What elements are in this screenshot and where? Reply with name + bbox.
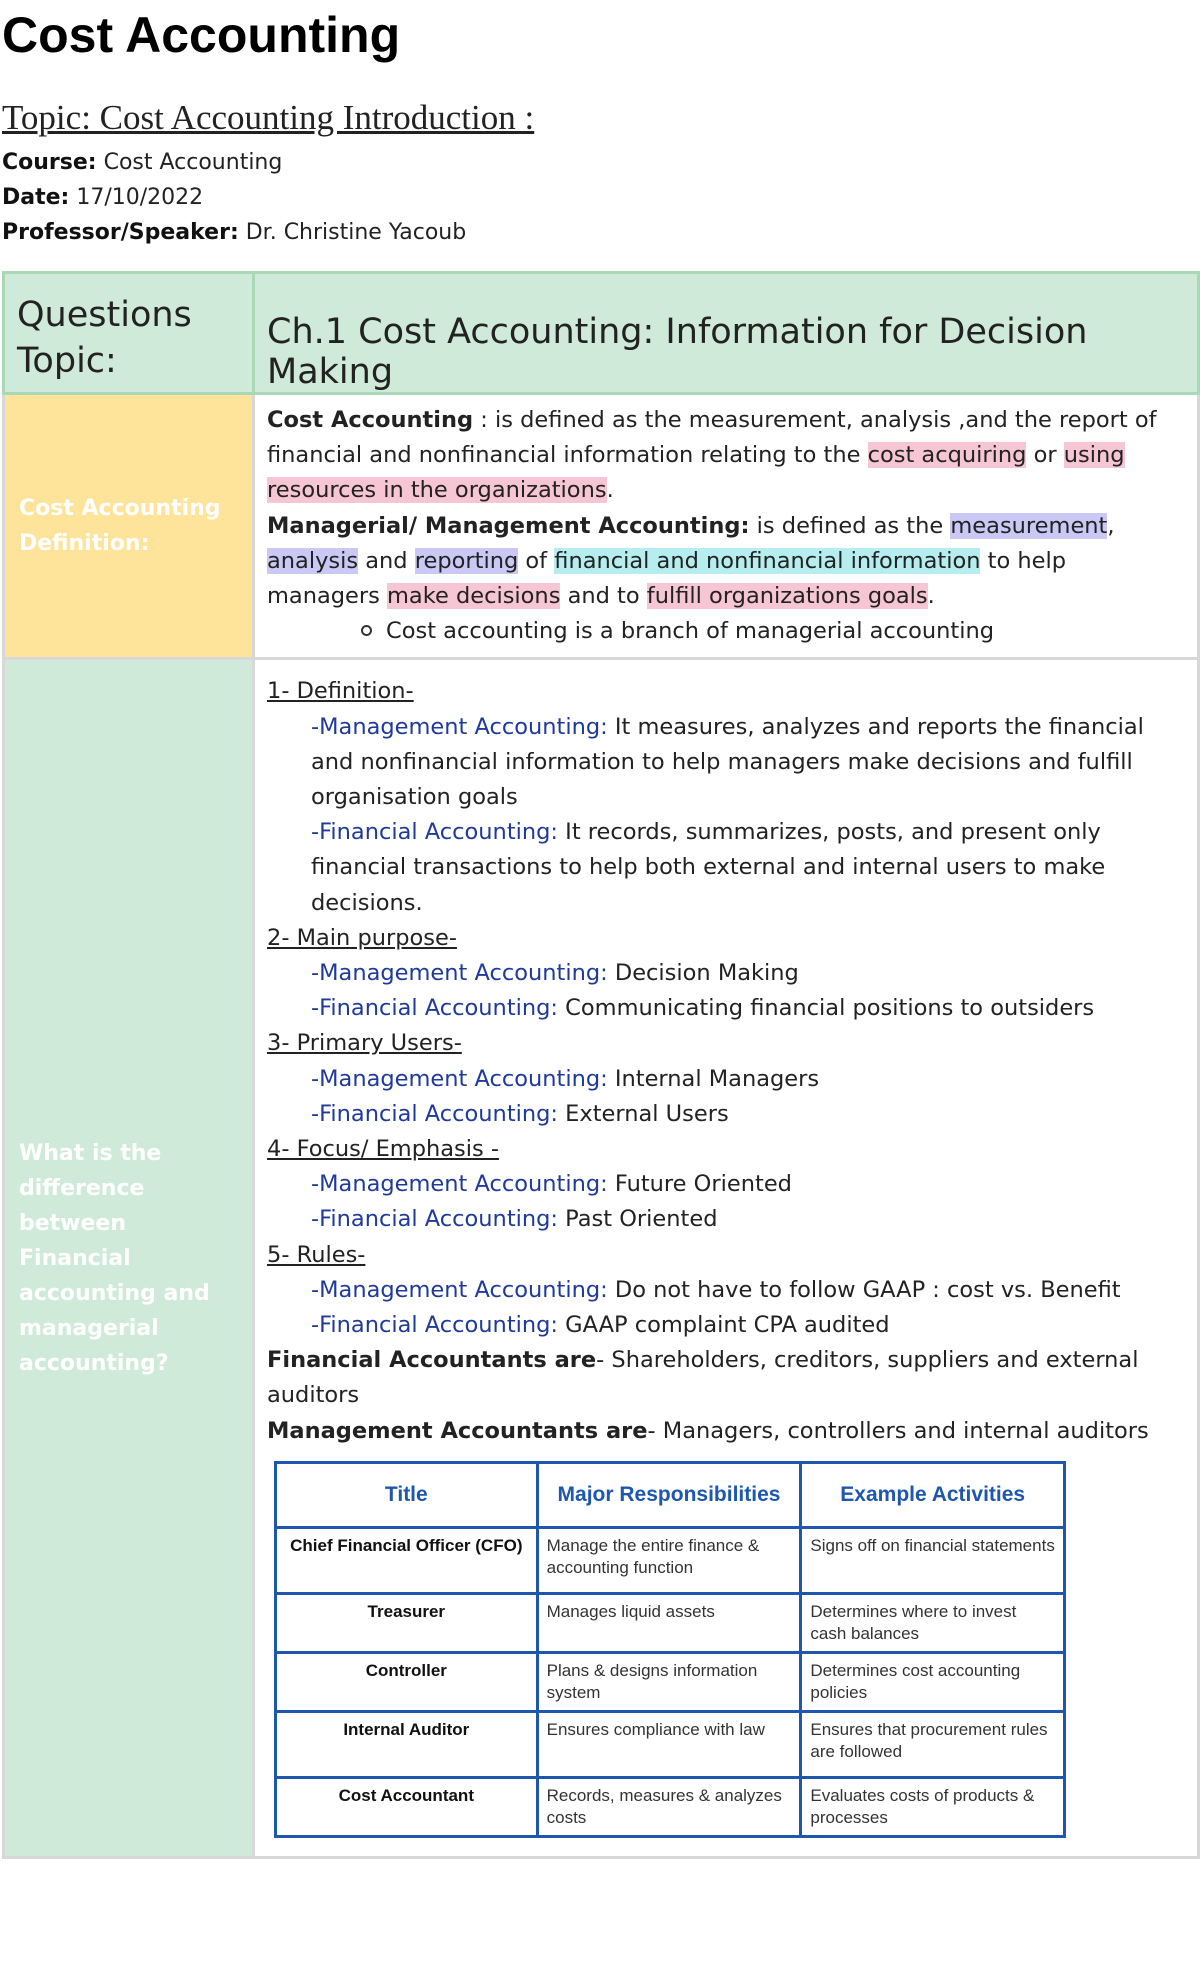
roles-table [274, 1461, 1066, 1838]
comparison-label: -Financial Accounting: [311, 819, 559, 846]
roles-table-row [276, 1527, 1065, 1593]
roles-table-row [276, 1711, 1065, 1777]
role-cell: Records, measures & analyzes costs [537, 1777, 801, 1836]
comparison-text: Future Oriented [607, 1171, 792, 1198]
term-cost-accounting: Cost Accounting [267, 407, 474, 433]
header-chapter-title: Ch.1 Cost Accounting: Information for Decision Making [254, 273, 1199, 394]
text: or [1026, 442, 1064, 469]
highlight: financial and nonfinancial information [554, 547, 981, 574]
text: is defined as the [749, 512, 951, 539]
role-cell: Determines where to invest cash balances [801, 1593, 1065, 1652]
comparison-line [267, 815, 1183, 921]
course-line [2, 150, 282, 175]
comparison-heading: 5- Rules- [267, 1241, 366, 1268]
summary-term: Management Accountants are [267, 1417, 648, 1444]
comparison-line [267, 991, 1183, 1026]
summary-text: - Managers, controllers and internal auditors [647, 1417, 1149, 1444]
date-value: 17/10/2022 [69, 185, 204, 210]
summary-line [267, 1414, 1183, 1449]
role-cell: Manage the entire finance & accounting function [537, 1527, 801, 1593]
difference-question-label: What is the difference between Financial accounting and managerial accounting? [4, 659, 254, 1857]
comparison-label: -Financial Accounting: [311, 1100, 559, 1127]
comparison-heading: 3- Primary Users- [267, 1030, 462, 1057]
highlight: cost acquiring [867, 442, 1027, 469]
definition-content [254, 394, 1199, 659]
roles-table-row [276, 1777, 1065, 1836]
comparison-label: -Management Accounting: [311, 713, 608, 740]
comparison-label: -Financial Accounting: [311, 1206, 559, 1233]
page-title: Cost Accounting [2, 7, 401, 63]
comparison-line [267, 1097, 1183, 1132]
highlight: using resources in the organizations [267, 442, 1125, 504]
role-cell: Manages liquid assets [537, 1593, 801, 1652]
date-label: Date: [2, 185, 70, 210]
comparison-text: External Users [558, 1100, 729, 1127]
role-title: Cost Accountant [276, 1777, 538, 1836]
speaker-line [2, 220, 466, 245]
speaker-label: Professor/Speaker: [2, 220, 239, 245]
role-title: Chief Financial Officer (CFO) [276, 1527, 538, 1593]
comparison-line [267, 1062, 1183, 1097]
role-cell: Plans & designs information system [537, 1652, 801, 1711]
cost-accounting-definition-label: Cost Accounting Definition: [4, 394, 254, 659]
comparison-heading: 1- Definition- [267, 678, 414, 705]
text: . [606, 477, 614, 504]
role-cell: Ensures that procurement rules are followed [801, 1711, 1065, 1777]
comparison-line [267, 1167, 1183, 1202]
text: and [358, 547, 415, 574]
comparison-line [267, 1273, 1183, 1308]
comparison-label: -Management Accounting: [311, 1171, 608, 1198]
roles-column-header: Example Activities [801, 1462, 1065, 1527]
summary-term: Financial Accountants are [267, 1347, 597, 1374]
date-line [2, 185, 203, 210]
comparison-label: -Financial Accounting: [311, 995, 559, 1022]
comparison-line [267, 710, 1183, 816]
comparison-text: Past Oriented [558, 1206, 718, 1233]
course-value: Cost Accounting [96, 150, 283, 175]
roles-table-row [276, 1593, 1065, 1652]
text: : is defined as the measurement, analysis ,and the report of financial and nonfinancial information relating to the [267, 407, 1157, 469]
notes-table [2, 271, 1200, 1859]
comparison-text: Do not have to follow GAAP : cost vs. Benefit [607, 1276, 1121, 1303]
role-cell: Ensures compliance with law [537, 1711, 801, 1777]
roles-table-row [276, 1652, 1065, 1711]
text: to help managers [267, 547, 1067, 610]
speaker-value: Dr. Christine Yacoub [238, 220, 467, 245]
text: . [927, 583, 935, 610]
bullet-item [267, 614, 1183, 649]
comparison-label: -Financial Accounting: [311, 1312, 559, 1339]
highlight: fulfill organizations goals [646, 583, 928, 610]
comparison-text: It records, summarizes, posts, and present only financial transactions to help both external and internal users to make decisions. [311, 819, 1106, 916]
header-questions-topic: Questions Topic: [4, 273, 254, 394]
comparison-text: GAAP complaint CPA audited [558, 1312, 890, 1339]
comparison-heading: 4- Focus/ Emphasis - [267, 1136, 500, 1163]
role-cell: Determines cost accounting policies [801, 1652, 1065, 1711]
comparison-line [267, 956, 1183, 991]
comparison-list [267, 674, 1183, 1343]
role-title: Controller [276, 1652, 538, 1711]
text: of [518, 547, 555, 574]
text: and to [560, 583, 647, 610]
summary-text: - Shareholders, creditors, suppliers and external auditors [267, 1347, 1139, 1409]
course-label: Course: [2, 150, 97, 175]
term-managerial-accounting: Managerial/ Management Accounting: [267, 512, 750, 539]
cost-accounting-paragraph [267, 403, 1183, 509]
difference-content [254, 659, 1199, 1857]
roles-column-header: Major Responsibilities [537, 1462, 801, 1527]
comparison-text: Internal Managers [607, 1065, 820, 1092]
comparison-text: Communicating financial positions to outsiders [558, 995, 1095, 1022]
highlight: analysis [267, 547, 359, 574]
comparison-text: Decision Making [607, 960, 799, 987]
highlight: make decisions [387, 583, 561, 610]
comparison-label: -Management Accounting: [311, 1276, 608, 1303]
text: , [1107, 512, 1115, 539]
highlight: reporting [414, 547, 519, 574]
comparison-line [267, 1202, 1183, 1237]
summary-line [267, 1343, 1183, 1413]
comparison-label: -Management Accounting: [311, 1065, 608, 1092]
role-title: Treasurer [276, 1593, 538, 1652]
comparison-label: -Management Accounting: [311, 960, 608, 987]
role-title: Internal Auditor [276, 1711, 538, 1777]
comparison-heading: 2- Main purpose- [267, 924, 457, 951]
comparison-line [267, 1308, 1183, 1343]
highlight: measurement [950, 512, 1108, 539]
comparison-text: It measures, analyzes and reports the financial and nonfinancial information to help managers make decisions and fulfill organisation goals [311, 713, 1144, 811]
bullet-text: Cost accounting is a branch of managerial accounting [386, 618, 995, 645]
managerial-accounting-paragraph [267, 509, 1183, 615]
topic-heading: Topic: Cost Accounting Introduction : [2, 98, 535, 137]
role-cell: Signs off on financial statements [801, 1527, 1065, 1593]
roles-column-header: Title [276, 1462, 538, 1527]
role-cell: Evaluates costs of products & processes [801, 1777, 1065, 1836]
accountants-summary [267, 1343, 1183, 1449]
